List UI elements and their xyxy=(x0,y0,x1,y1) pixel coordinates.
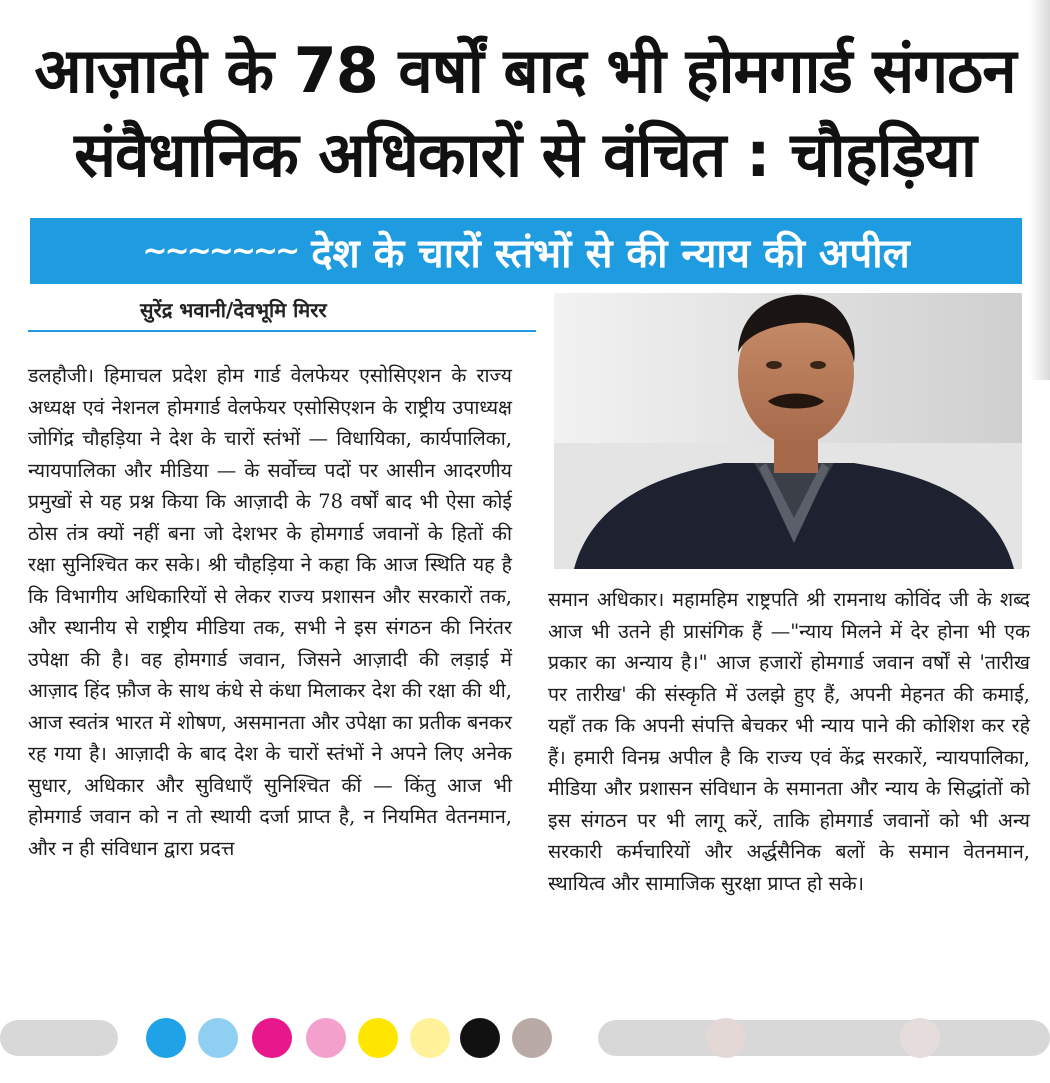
registration-dot xyxy=(460,1018,500,1058)
page-edge-shadow xyxy=(1030,0,1050,380)
headline-line-2: संवैधानिक अधिकारों से वंचित : चौहड़िया xyxy=(74,118,976,191)
wave-decoration-icon: ~~~~~~~ xyxy=(142,233,298,269)
registration-dot xyxy=(306,1018,346,1058)
registration-dot xyxy=(706,1018,746,1058)
headline-line-1: आज़ादी के 78 वर्षों बाद भी होमगार्ड संगठन xyxy=(34,34,1016,107)
registration-dot xyxy=(900,1018,940,1058)
subheadline-text: देश के चारों स्तंभों से की न्याय की अपील xyxy=(311,230,910,277)
registration-dot xyxy=(146,1018,186,1058)
person-photo xyxy=(554,293,1022,569)
article-column-right: समान अधिकार। महामहिम राष्ट्रपति श्री रामनाथ कोविंद जी के शब्द आज भी उतने ही प्रासंगिक हैं —"न्याय मिलने में देर होना भी एक प्रकार का अन्याय है।" आज हजारों होमगार्ड जवान वर्षों से 'तारीख पर तारीख' की संस्कृति में उलझे हुए हैं, अपनी मेहनत की कमाई, यहाँ तक कि अपनी संपत्ति बेचकर भी न्याय पाने की कोशिश कर रहे हैं। हमारी विनम्र अपील है कि राज्य एवं केंद्र सरकारें, न्यायपालिका, मीडिया और प्रशासन संविधान के समानता और न्याय के सिद्धांतों को इस संगठन पर भी लागू करें, ताकि होमगार्ड जवानों को भी अन्य सरकारी कर्मचारियों और अर्द्धसैनिक बलों के समान वेतनमान, स्थायित्व और सामाजिक सुरक्षा प्राप्त हो सके। xyxy=(548,588,1030,895)
registration-dot xyxy=(512,1018,552,1058)
registration-dot xyxy=(358,1018,398,1058)
gray-registration-bar xyxy=(0,1020,118,1056)
registration-dot xyxy=(252,1018,292,1058)
byline-divider xyxy=(28,330,536,332)
subheadline-banner xyxy=(30,218,1022,284)
registration-dot xyxy=(198,1018,238,1058)
article-column-left: डलहौजी। हिमाचल प्रदेश होम गार्ड वेलफेयर एसोसिएशन के राज्य अध्यक्ष एवं नेशनल होमगार्ड वेलफेयर एसोसिएशन के राष्ट्रीय उपाध्यक्ष जोगिंद्र चौहड़िया ने देश के चारों स्तंभों — विधायिका, कार्यपालिका, न्यायपालिका और मीडिया — के सर्वोच्च पदों पर आसीन आदरणीय प्रमुखों से यह प्रश्न किया कि आज़ादी के 78 वर्षों बाद भी ऐसा कोई ठोस तंत्र क्यों नहीं बना जो देशभर के होमगार्ड जवानों के हितों की रक्षा सुनिश्चित कर सके। श्री चौहड़िया ने कहा कि आज स्थिति यह है कि विभागीय अधिकारियों से लेकर राज्य प्रशासन और सरकारों तक, और स्थानीय से राष्ट्रीय मीडिया तक, सभी ने इस संगठन की निरंतर उपेक्षा की है। वह होमगार्ड जवान, जिसने आज़ादी की लड़ाई में आज़ाद हिंद फ़ौज के साथ कंधे से कंधा मिलाकर देश की रक्षा की थी, आज स्वतंत्र भारत में शोषण, असमानता और उपेक्षा का प्रतीक बनकर रह गया है। आज़ादी के बाद देश के चारों स्तंभों ने अपने लिए अनेक सुधार, अधिकार और सुविधाएँ सुनिश्चित कीं — किंतु आज भी होमगार्ड जवान को न तो स्थायी दर्जा प्राप्त है, न नियमित वेतनमान, और न ही संविधान द्वारा प्रदत्त xyxy=(28,364,512,860)
registration-dot xyxy=(410,1018,450,1058)
person-photo-icon xyxy=(554,293,1022,569)
gray-registration-bar xyxy=(598,1020,1050,1056)
byline: सुरेंद्र भवानी/देवभूमि मिरर xyxy=(140,298,327,322)
